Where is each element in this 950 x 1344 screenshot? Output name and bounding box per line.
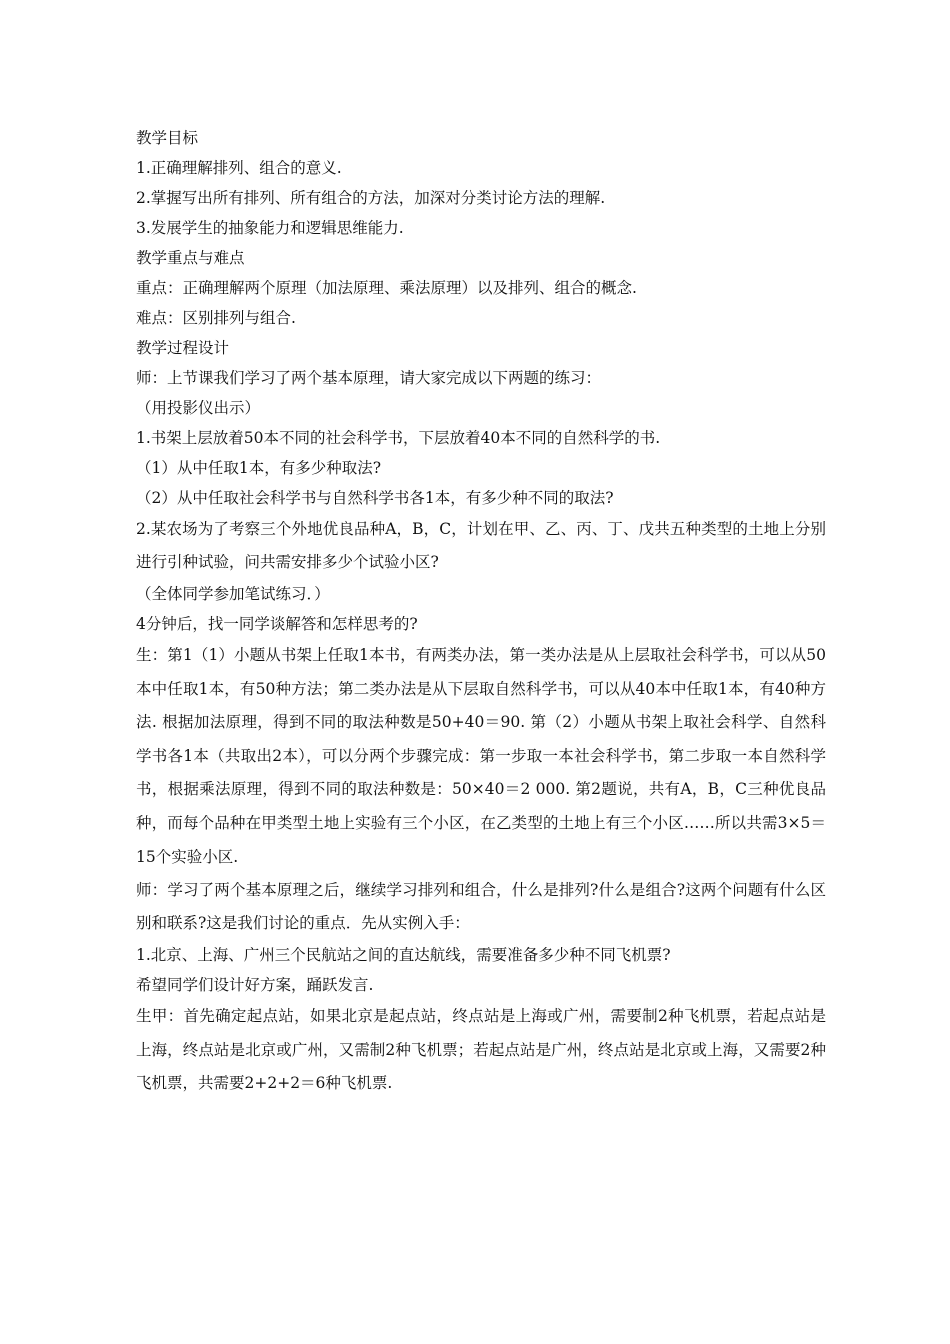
- exercise-1: 1.书架上层放着50本不同的社会科学书，下层放着40本不同的自然科学的书.: [136, 429, 661, 447]
- key-point-line: 重点：正确理解两个原理（加法原理、乘法原理）以及排列、组合的概念.: [136, 279, 637, 297]
- goal-item-2: 2.掌握写出所有排列、所有组合的方法，加深对分类讨论方法的理解.: [136, 189, 606, 207]
- exercise-1-part-1: （1）从中任取1本，有多少种取法?: [136, 459, 382, 477]
- student-jia-paragraph: 生甲：首先确定起点站，如果北京是起点站，终点站是上海或广州，需要制2种飞机票，若起点站是上海，终点站是北京或广州，又需制2种飞机票；若起点站是广州，终点站是北京或上海，又需要2种飞机票，共需要2+2+2＝6种飞机票.: [136, 1007, 826, 1093]
- exercise-2-paragraph: 2.某农场为了考察三个外地优良品种A，B，C，计划在甲、乙、丙、丁、戊共五种类型的土地上分别进行引种试验，问共需安排多少个试验小区?: [136, 520, 826, 571]
- goal-item-3: 3.发展学生的抽象能力和逻辑思维能力.: [136, 219, 404, 237]
- teacher-intro-line: 师：上节课我们学习了两个基本原理，请大家完成以下两题的练习：: [136, 369, 602, 387]
- difficulty-line: 难点：区别排列与组合.: [136, 309, 296, 327]
- document-body: [136, 123, 826, 1101]
- teacher-transition-paragraph: 师：学习了两个基本原理之后，继续学习排列和组合，什么是排列?什么是组合?这两个问题有什么区别和联系?这是我们讨论的重点．先从实例入手：: [136, 881, 826, 933]
- example-1-line: 1.北京、上海、广州三个民航站之间的直达航线，需要准备多少种不同飞机票?: [136, 946, 671, 965]
- hope-line: 希望同学们设计好方案，踊跃发言.: [136, 976, 374, 995]
- exercise-1-part-2: （2）从中任取社会科学书与自然科学书各1本，有多少种不同的取法?: [136, 489, 614, 507]
- practice-note: （全体同学参加笔试练习．）: [136, 585, 330, 603]
- projector-note: （用投影仪出示）: [136, 399, 261, 417]
- goal-item-1: 1.正确理解排列、组合的意义.: [136, 159, 342, 177]
- after-four-minutes-line: 4分钟后，找一同学谈解答和怎样思考的?: [136, 615, 418, 633]
- heading-key-points: 教学重点与难点: [136, 249, 245, 267]
- heading-process-design: 教学过程设计: [136, 339, 230, 357]
- student-answer-paragraph: 生：第1（1）小题从书架上任取1本书，有两类办法，第一类办法是从上层取社会科学书，可以从50本中任取1本，有50种方法；第二类办法是从下层取自然科学书，可以从40本中任取1本，有40种方法. 根据加法原理，得到不同的取法种数是50+40＝90. 第（2）小题从书架上取社会科学、自然科学书各1本（共取出2本），可以分两个步骤完成：第一步取一本社会科学书，第二步取一本自然科学书，根据乘法原理，得到不同的取法种数是：50×40＝2 000. 第2题说，共有A，B，C三种优良品种，而每个品种在甲类型土地上实验有三个小区，在乙类型的土地上有三个小区……所以共需3×5＝15个实验小区.: [136, 646, 826, 866]
- heading-teaching-goals: 教学目标: [136, 129, 199, 147]
